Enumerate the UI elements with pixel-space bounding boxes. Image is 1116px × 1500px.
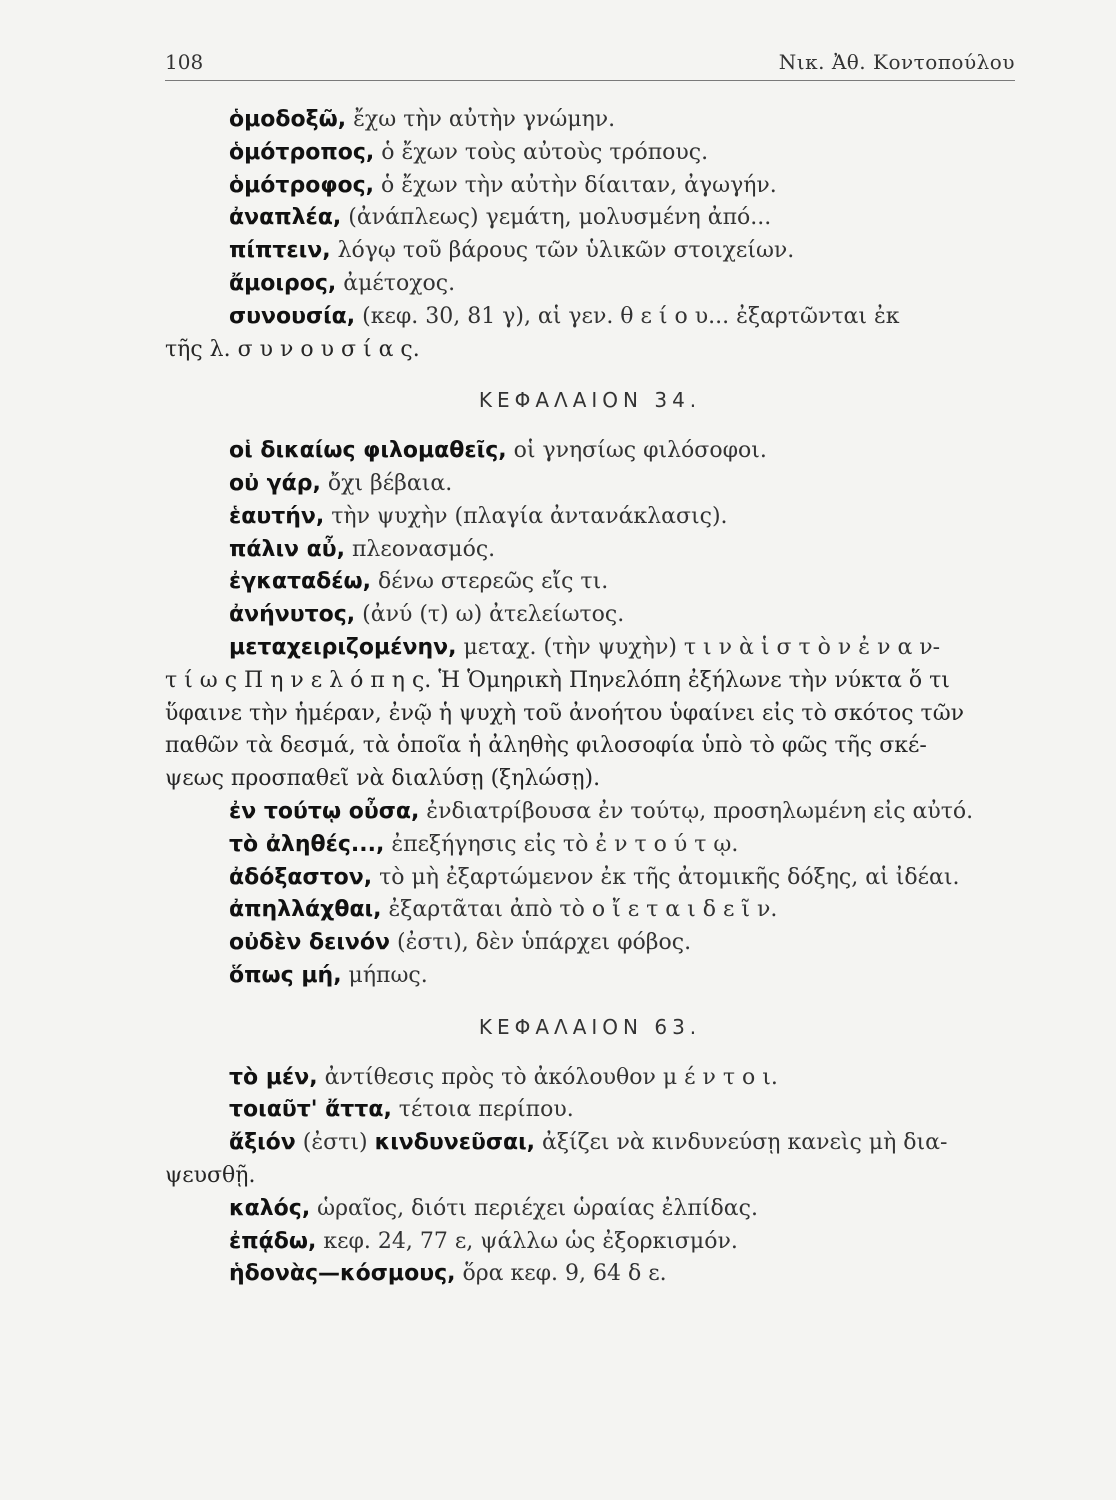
glossary-entry bbox=[165, 534, 1015, 567]
entry-term: τοιαῦτ' ἄττα, bbox=[229, 1097, 392, 1123]
entry-definition: πλεονασμός. bbox=[344, 536, 496, 562]
page-number: 108 bbox=[165, 50, 204, 74]
entry-definition: ἀντίθεσις πρὸς τὸ ἀκόλουθον μ έ ν τ ο ι. bbox=[317, 1064, 778, 1090]
glossary-entry bbox=[165, 137, 1015, 170]
entry-definition: ἐνδιατρίβουσα ἐν τούτῳ, προσηλωμένη εἰς αὐτό. bbox=[419, 798, 974, 824]
entry-definition: κεφ. 24, 77 ε, ψάλλω ὡς ἐξορκισμόν. bbox=[316, 1228, 738, 1254]
entry-definition: ἐξαρτᾶται ἀπὸ τὸ ο ἴ ε τ α ι δ ε ῖ ν. bbox=[381, 897, 778, 923]
entry-definition: ὁ ἔχων τοὺς αὐτοὺς τρόπους. bbox=[374, 139, 709, 165]
entry-definition: τὴν ψυχὴν (πλαγία ἀντανάκλασις). bbox=[324, 503, 728, 529]
glossary-entry bbox=[165, 1226, 1015, 1259]
glossary-entry bbox=[165, 960, 1015, 993]
entry-term: οὐ γάρ, bbox=[229, 470, 321, 496]
entry-term: ὁμοδοξῶ, bbox=[229, 107, 347, 132]
entry-term: ἀνήνυτος, bbox=[229, 602, 356, 628]
entry-term: ἡδονὰς—κόσμους, bbox=[229, 1261, 456, 1287]
entry-definition: ἀξίζει νὰ κινδυνεύσῃ κανεὶς μὴ δια- bbox=[535, 1130, 948, 1156]
entry-continuation: ψευσθῇ. bbox=[165, 1162, 256, 1188]
entry-definition: (ἀνύ (τ) ω) ἀτελείωτος. bbox=[355, 602, 625, 628]
entry-term: ἀναπλέα, bbox=[229, 205, 342, 231]
entry-definition: (κεφ. 30, 81 γ), αἱ γεν. θ ε ί ο υ... ἐξαρτῶνται ἐκ bbox=[355, 303, 900, 329]
entry-parenthetical: (ἐστι) bbox=[295, 1130, 375, 1156]
glossary-entry bbox=[165, 1062, 1015, 1095]
running-header bbox=[165, 44, 1015, 81]
entry-term: ἀδόξαστον, bbox=[229, 864, 373, 890]
glossary-entry bbox=[165, 566, 1015, 599]
glossary-entry bbox=[165, 1127, 1015, 1160]
entry-term: ἑαυτήν, bbox=[229, 503, 325, 529]
entry-definition: ἀμέτοχος. bbox=[336, 270, 456, 296]
glossary-entry bbox=[165, 862, 1015, 895]
glossary-entry bbox=[165, 1094, 1015, 1127]
entry-continuation: παθῶν τὰ δεσμά, τὰ ὁποῖα ἡ ἀληθὴς φιλοσοφία ὑπὸ τὸ φῶς τῆς σκέ- bbox=[165, 733, 927, 759]
glossary-entry bbox=[165, 202, 1015, 235]
glossary-entry bbox=[165, 927, 1015, 960]
entry-term: τὸ μέν, bbox=[229, 1064, 318, 1090]
glossary-entry bbox=[165, 796, 1015, 829]
glossary-entry bbox=[165, 301, 1015, 334]
running-title: Νικ. Ἀθ. Κοντοπούλου bbox=[778, 50, 1015, 74]
entry-definition: ὡραῖος, διότι περιέχει ὡραίας ἐλπίδας. bbox=[310, 1195, 758, 1221]
entry-definition: μήπως. bbox=[341, 962, 428, 988]
entry-continuation: ὕφαινε τὴν ἡμέραν, ἐνῷ ἡ ψυχὴ τοῦ ἀνοήτου ὑφαίνει εἰς τὸ σκότος τῶν bbox=[165, 700, 965, 726]
entry-term: τὸ ἀληθές..., bbox=[229, 831, 385, 857]
entry-term: οὐδὲν δεινόν bbox=[229, 930, 390, 956]
entry-term: ὁμότροφος, bbox=[229, 172, 375, 198]
entry-definition: ἐπεξήγησις εἰς τὸ ἐ ν τ ο ύ τ ῳ. bbox=[384, 831, 739, 857]
entry-definition: (ἀνάπλεως) γεμάτη, μολυσμένη ἀπό... bbox=[341, 205, 772, 231]
entry-term: κινδυνεῦσαι, bbox=[374, 1130, 536, 1156]
glossary-entry bbox=[165, 235, 1015, 268]
glossary-entry bbox=[165, 894, 1015, 927]
entry-definition: μεταχ. (τὴν ψυχὴν) τ ι ν ὰ ἱ σ τ ὸ ν ἐ ν α ν- bbox=[456, 634, 941, 660]
glossary-entry bbox=[165, 599, 1015, 632]
entry-definition: ὅρα κεφ. 9, 64 δ ε. bbox=[455, 1261, 667, 1287]
entry-term: ὅπως μή, bbox=[229, 962, 342, 988]
entry-term: πάλιν αὖ, bbox=[229, 536, 345, 562]
glossary-entry bbox=[165, 501, 1015, 534]
entry-definition: (ἐστι), δὲν ὑπάρχει φόβος. bbox=[390, 930, 692, 956]
glossary-entry bbox=[165, 268, 1015, 301]
entry-term: ὁμότροπος, bbox=[229, 139, 375, 165]
entry-term: ἄξιόν bbox=[229, 1130, 296, 1156]
entry-term: καλός, bbox=[229, 1195, 311, 1221]
glossary-entry bbox=[165, 104, 1015, 137]
entry-definition: δένω στερεῶς εἴς τι. bbox=[370, 569, 609, 595]
entry-term: μεταχειριζομένην, bbox=[229, 634, 457, 660]
glossary-entry bbox=[165, 1193, 1015, 1226]
entry-term: ἐν τούτῳ οὖσα, bbox=[229, 798, 420, 824]
entry-definition: ὄχι βέβαια. bbox=[320, 470, 453, 496]
glossary-body bbox=[165, 104, 1015, 1291]
entry-continuation: ψεως προσπαθεῖ νὰ διαλύσῃ (ξηλώσῃ). bbox=[165, 766, 601, 792]
entries-group-a bbox=[165, 104, 1015, 366]
chapter-heading-34: ΚΕΦΑΛΑΙΟΝ 34. bbox=[478, 388, 702, 413]
entries-group-c bbox=[165, 796, 1015, 993]
entry-term: συνουσία, bbox=[229, 303, 356, 329]
entry-term: ἀπηλλάχθαι, bbox=[229, 897, 382, 923]
entry-definition: ἔχω τὴν αὐτὴν γνώμην. bbox=[346, 107, 616, 132]
entry-term: ἐγκαταδέω, bbox=[229, 569, 371, 595]
entries-group-d bbox=[165, 1062, 1015, 1292]
glossary-entry bbox=[165, 632, 1015, 665]
entry-definition: τέτοια περίπου. bbox=[391, 1097, 574, 1123]
entry-term: ἐπᾴδω, bbox=[229, 1228, 317, 1254]
entry-term: ἄμοιρος, bbox=[229, 270, 337, 296]
entry-definition: οἱ γνησίως φιλόσοφοι. bbox=[506, 438, 767, 464]
glossary-entry bbox=[165, 468, 1015, 501]
glossary-entry bbox=[165, 829, 1015, 862]
entry-definition: τὸ μὴ ἐξαρτώμενον ἐκ τῆς ἀτομικῆς δόξης, αἱ ἰδέαι. bbox=[372, 864, 960, 890]
glossary-entry bbox=[165, 1258, 1015, 1291]
entry-continuation: τ ί ω ς Π η ν ε λ ό π η ς. Ἡ Ὁμηρικὴ Πηνελόπη ἐξήλωνε τὴν νύκτα ὅ τι bbox=[165, 667, 950, 693]
entry-continuation: τῆς λ. σ υ ν ο υ σ ί α ς. bbox=[165, 336, 420, 362]
entries-group-b bbox=[165, 435, 1015, 796]
entry-definition: λόγῳ τοῦ βάρους τῶν ὑλικῶν στοιχείων. bbox=[330, 238, 795, 264]
entry-term: οἱ δικαίως φιλομαθεῖς, bbox=[229, 438, 507, 464]
entry-term: πίπτειν, bbox=[229, 238, 331, 264]
entry-definition: ὁ ἔχων τὴν αὐτὴν δίαιταν, ἀγωγήν. bbox=[374, 172, 777, 198]
chapter-heading-63: ΚΕΦΑΛΑΙΟΝ 63. bbox=[478, 1014, 702, 1039]
glossary-entry bbox=[165, 435, 1015, 468]
glossary-entry bbox=[165, 170, 1015, 203]
